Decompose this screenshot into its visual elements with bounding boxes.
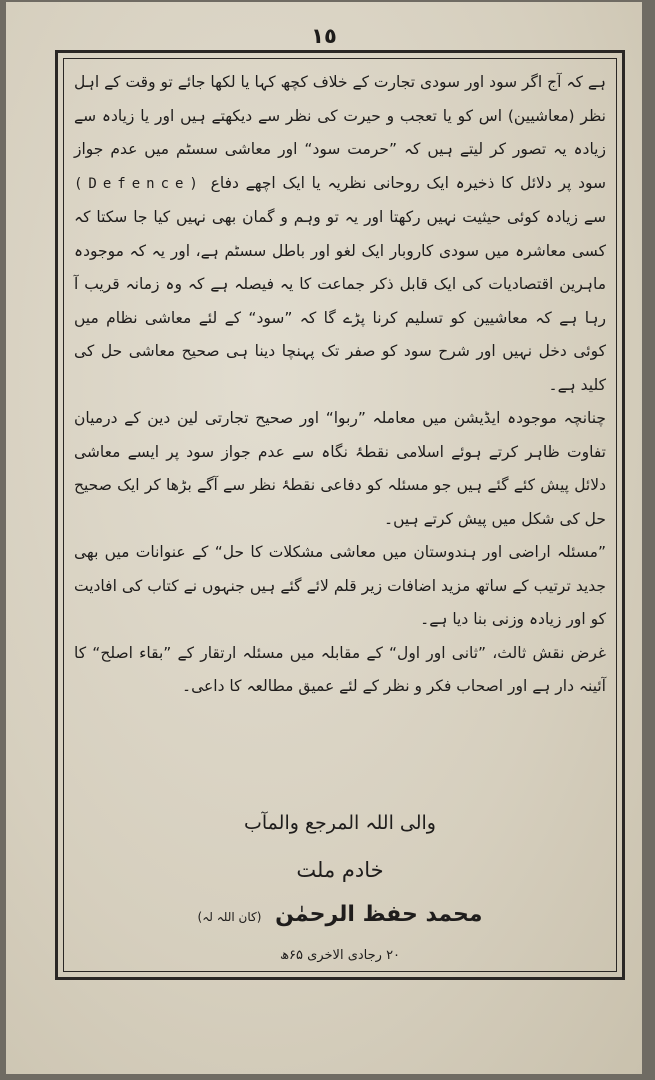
page-number: ١٥: [311, 24, 337, 48]
signature-date: ۲۰ رجادی الاخری ۶۵ھ: [279, 948, 401, 963]
paragraph-1-part-2: سے زیادہ کوئی حیثیت نہیں رکھتا اور یہ تو وہم و گمان بھی نہیں کیا جا سکتا کہ کسی معاشرہ میں سودی کاروبار ایک لغو اور باطل سسٹم ہے، اور یہ کہ موجودہ ماہرین اقتصادیات کی ایک قابل ذکر جماعت کا یہ فیصلہ ہے کہ وہ زمانہ قریب آ رہا ہے کہ معاشیین کو تسلیم کرنا پڑے گا کہ ”سود“ کے لئے معاشی نظام میں کوئی دخل نہیں اور شرح سود کو صفر تک پہنچا دینا ہی صحیح معاشی حل کی کلید ہے۔: [74, 208, 606, 394]
signature-name-line: [74, 902, 606, 927]
latin-word-defence: (Defence): [74, 175, 204, 192]
paragraph-1-part-1: ہے کہ آج اگر سود اور سودی تجارت کے خلاف کچھ کہا یا لکھا جائے تو وقت کے اہل نظر (معاشیین) اس کو یا تعجب و حیرت کی نظر سے دیکھتے ہیں اور یا زیادہ سے زیادہ یہ تصور کر لیتے ہیں کہ ”حرمت سود“ اور معاشی سسٹم میں عدم جواز سود پر دلائل کا ذخیرہ ایک روحانی نظریہ یا ایک اچھے دفاع: [74, 73, 606, 192]
paragraph-2: چنانچہ موجودہ ایڈیشن میں معاملہ ”ربوا“ اور صحیح تجارتی لین دین کے درمیان تفاوت ظاہر کرتے ہوئے اسلامی نقطۂ نگاہ سے عدم جواز سود پر ایسے معاشی دلائل پیش کئے گئے ہیں جو مسئلہ کو دفاعی نقطۂ نظر سے آگے بڑھا کر ایک صحیح حل کی شکل میں پیش کرتے ہیں۔: [74, 409, 606, 528]
signature-name: محمد حفظ الرحمٰن: [275, 902, 483, 927]
paragraph-1: [74, 66, 606, 402]
signature-closing: والی اللہ المرجع والمآب: [244, 812, 436, 834]
signature-suffix: (کان اللہ لہ): [197, 910, 262, 924]
paragraph-4: غرض نقش ثالث، ”ثانی اور اول“ کے مقابلہ میں مسئلہ ارتقار کے ”بقاء اصلح“ کا آئینہ دار ہے اور اصحاب فکر و نظر کے لئے عمیق مطالعہ کا داعی۔: [74, 643, 606, 695]
paragraph-3: ”مسئلہ اراضی اور ہندوستان میں معاشی مشکلات کا حل“ کے عنوانات میں بھی جدید ترتیب کے ساتھ مزید اضافات زیر قلم لائے گئے ہیں جنہوں نے کتاب کی افادیت کو اور زیادہ وزنی بنا دیا ہے۔: [74, 543, 606, 628]
body-text: [74, 66, 606, 704]
signature-title: خادم ملت: [296, 858, 384, 882]
